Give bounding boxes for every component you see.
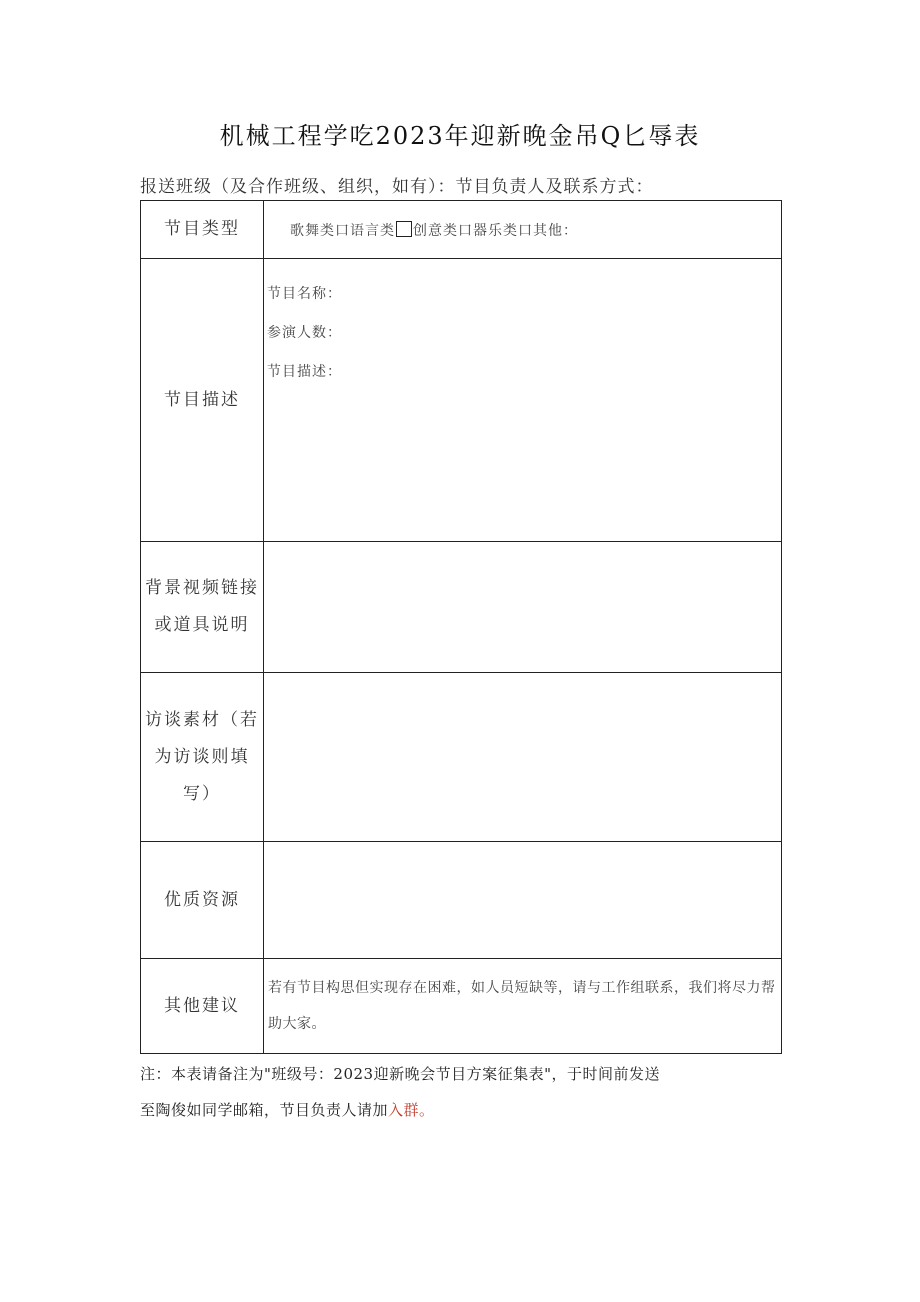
label-quality-resources: 优质资源: [141, 842, 264, 959]
performer-count-field: 参演人数：: [267, 325, 342, 341]
quality-resources-cell[interactable]: [264, 842, 782, 959]
label-other-suggestions: 其他建议: [141, 959, 264, 1054]
program-detail-field: 节目描述：: [267, 364, 342, 380]
other-suggestions-cell[interactable]: 若有节目构思但实现存在困难，如人员短缺等，请与工作组联系，我们将尽力帮助大家。: [264, 959, 782, 1054]
interview-material-cell[interactable]: [264, 673, 782, 842]
program-form-table: [140, 200, 782, 1054]
checkbox-icon[interactable]: [396, 221, 412, 237]
program-description-cell[interactable]: [264, 259, 782, 542]
footnote-line-2-text: 至陶俊如同学邮箱，节目负责人请加: [140, 1101, 389, 1119]
row-quality-resources: [141, 842, 782, 959]
footnote: [140, 1056, 660, 1128]
label-interview-material: 访谈素材（若为访谈则填写）: [141, 673, 264, 842]
type-option-text-2: 创意类口器乐类口其他：: [413, 222, 578, 239]
footnote-join-group-text: 入群。: [388, 1101, 435, 1119]
background-video-cell[interactable]: [264, 542, 782, 673]
label-program-description: 节目描述: [141, 259, 264, 542]
program-type-options: [264, 201, 782, 259]
label-background-video: 背景视频链接或道具说明: [141, 542, 264, 673]
row-program-type: [141, 201, 782, 259]
row-other-suggestions: [141, 959, 782, 1054]
footnote-line-2: [140, 1092, 660, 1128]
program-name-field: 节目名称：: [267, 286, 342, 302]
form-title: 机械工程学吃2023年迎新晚金吊Q匕辱表: [219, 122, 701, 150]
row-interview-material: [141, 673, 782, 842]
label-program-type: 节目类型: [141, 201, 264, 259]
row-program-description: [141, 259, 782, 542]
submission-info-line: 报送班级（及合作班级、组织，如有）：节目负责人及联系方式：: [140, 177, 654, 197]
footnote-line-1: 注：本表请备注为"班级号：2023迎新晚会节目方案征集表"，于时间前发送: [140, 1065, 660, 1083]
type-option-text-1: 歌舞类口语言类: [290, 222, 395, 239]
row-background-video: [141, 542, 782, 673]
